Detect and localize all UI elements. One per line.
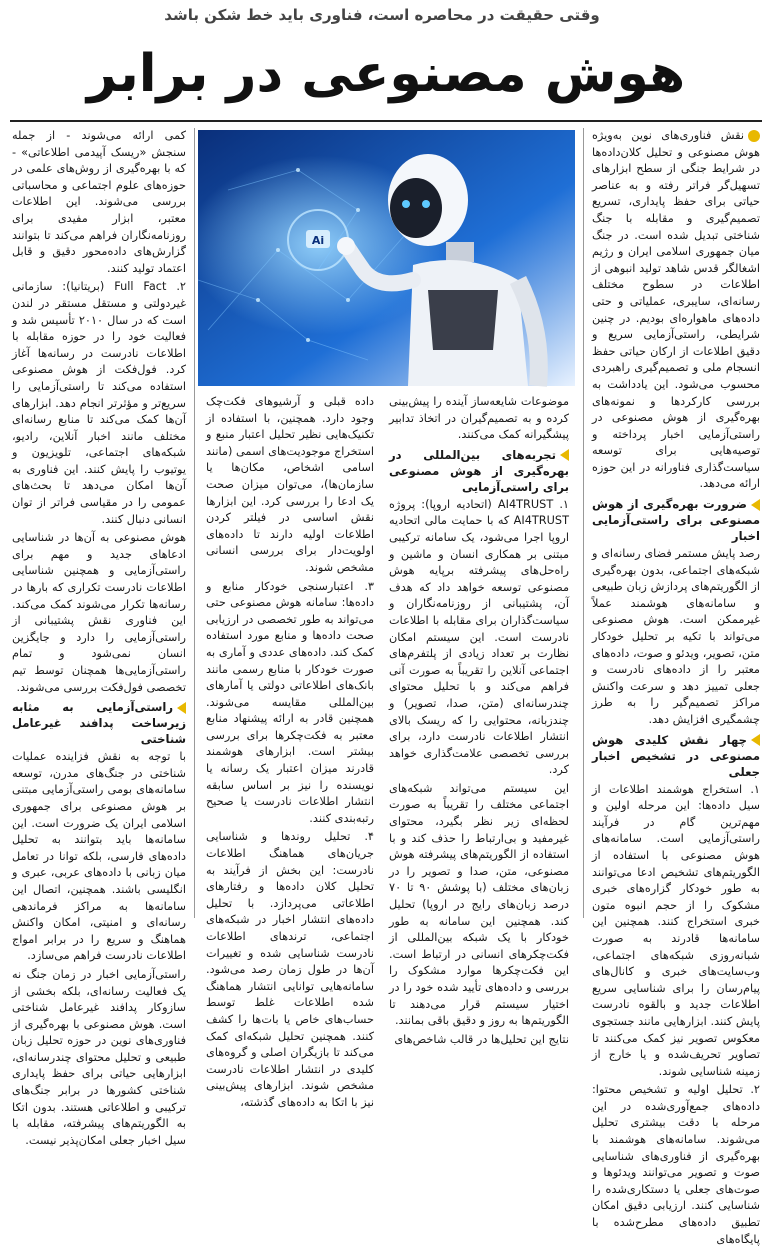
paragraph: با توجه به نقش فزاینده عملیات شناختی در جنگ‌های مدرن، توسعه سامانه‌های بومی راستی‌آزمایی مبتنی بر هوش مصنوعی برای جمهوری اسلامی ایران یک ضرورت است. این سامانه‌ها باید بتوانند به تحلیل داده‌های فارسی، بلکه توانا در تعامل میان زبانی با داده‌های عربی، عبری و انگلیسی باشند. همچنین، اتصال این سامانه‌ها به مراکز فرماندهی رسانه‌ای و امنیتی، امکان واکنش هماهنگ و سریع را در برابر امواج اطلاعات نادرست فراهم می‌سازد. — [12, 750, 186, 963]
paragraph: ۲. Full Fact (بریتانیا): سازمانی غیردولتی و مستقل مستقر در لندن است که در سال ۲۰۱۰ تأسیس شد و فعالیت خود را در حوزه مقابله با اطلاعات نادرست در رسانه‌ها آغاز کرد. فول‌فکت از هوش مصنوعی استفاده می‌کند تا راستی‌آزمایی را سریع‌تر و مؤثرتر انجام دهد. ابزارهای آن‌ها کمک می‌کند تا منابع رسانه‌ای مختلف مانند اخبار آنلاین، رادیو، شبکه‌های اجتماعی، تلویزیون و یوتیوب را پایش کنند. این فناوری به آن‌ها امکان می‌دهد تا بحث‌های عمومی را در مقیاسی فراتر از توان انسانی دنبال کنند. — [12, 280, 186, 526]
section-heading: تجربه‌های بین‌المللی در بهره‌گیری از هوش مصنوعی برای راستی‌آزمایی — [389, 447, 569, 494]
paragraph: ۳. اعتبارسنجی خودکار منابع و داده‌ها: سامانه هوش مصنوعی حتی می‌تواند به طور تخصصی در ارزیابی صحت داده‌ها و منابع مورد استفاده کمک کند. داده‌های عددی و آماری به صورت خودکار با منابع رسمی مانند بانک‌های اطلاعاتی دولتی یا آمارهای بین‌المللی مقایسه می‌شوند. همچنین قادر به ارائه پیشنهاد منابع معتبر به فکت‌چکرها برای بررسی بیشتر است. ابزارهای هوشمند قادرند میزان اعتبار یک رسانه یا نویسنده را نیز بر اساس سابقه انتشار اطلاعات نادرست یا صحیح رتبه‌بندی کنند. — [206, 579, 374, 825]
paragraph: این سیستم می‌تواند شبکه‌های اجتماعی مختلف را تقریباً به صورت لحظه‌ای زیر نظر بگیرد، محتوای غیرمفید و بی‌ارتباط را حذف کند و با استفاده از الگوریتم‌های پیشرفته هوش مصنوعی، متن، صدا و تصویر را در زبان‌های مختلف (با پوشش ۹۰ تا ۷۰ درصد زبان‌های رایج در اروپا) تحلیل کند. همچنین این سامانه به طور خودکار با یک شبکه بین‌المللی از فکت‌چکرهای انسانی در ارتباط است. این فکت‌چکرها موارد مشکوک را بررسی و داده‌های تأیید شده خود را در اختیار سیستم قرار می‌دهند تا الگوریتم‌ها به روز و دقیق باقی بمانند. — [389, 781, 569, 1028]
article-kicker: وقتی حقیقت در محاصره است، فناوری باید خط شکن باشد — [164, 6, 600, 24]
paragraph: ۴. تحلیل روندها و شناسایی جریان‌های هماهنگ اطلاعات نادرست: این بخش از فرآیند به تحلیل کلان داده‌ها و رفتارهای اطلاعاتی می‌پردازد. با تحلیل داده‌های انتشار اخبار در شبکه‌های اجتماعی، ترندهای اطلاعات نادرست شناسایی شده و تغییرات آن‌ها در طول زمان رصد می‌شود. سامانه‌هایی توانایی انتشار هماهنگ شده اطلاعات غلط توسط حساب‌های خاص یا بات‌ها را کشف کنند. همچنین تحلیل شبکه‌ای کمک می‌کند تا بازیگران اصلی و گروه‌های کلیدی در انتشار اطلاعات نادرست مشخص شوند. ابزارهای پیش‌بینی نیز با اتکا به داده‌های گذشته، — [206, 830, 374, 1109]
column-3 — [389, 394, 569, 1046]
title-rule — [10, 120, 762, 122]
newspaper-logo-icon — [748, 130, 760, 142]
column-1 — [592, 128, 760, 1246]
column-divider — [194, 128, 195, 918]
column-divider — [583, 128, 584, 918]
paragraph: موضوعات شایعه‌ساز آینده را پیش‌بینی کرده و به تصمیم‌گیران در اتخاذ تدابیر پیشگیرانه کمک می‌کنند. — [389, 395, 569, 442]
robot-illustration — [198, 130, 575, 386]
paragraph: ۲. تحلیل اولیه و تشخیص محتوا: داده‌های جمع‌آوری‌شده در این مرحله با دقت بیشتری تحلیل می‌شوند. سامانه‌های هوشمند با بهره‌گیری از فناوری‌های شناسایی صوت و تصویر می‌توانند ویدئوها و صوت‌های جعلی یا دستکاری‌شده را شناسایی کنند. ارزیابی دقیق امکان تطبیق داده‌های مطرح‌شده با پایگاه‌های — [592, 1083, 760, 1246]
paragraph: راستی‌آزمایی اخبار در زمان جنگ نه یک فعالیت رسانه‌ای، بلکه بخشی از سازوکار پدافند غیرعامل شناختی است. هوش مصنوعی با بهره‌گیری از فناوری‌های نوین در حوزه تحلیل زبان طبیعی و تحلیل محتوای چندرسانه‌ای، ابزارهایی حیاتی برای حفظ پایداری شناختی کشورها در برابر جنگ‌های ترکیبی و اطلاعاتی هستند. بدون اتکا به الگوریتم‌های پیشرفته، مقابله با سیل اخبار جعلی امکان‌پذیر نیست. — [12, 967, 186, 1147]
intro-paragraph: نقش فناوری‌های نوین به‌ویژه هوش مصنوعی و تحلیل کلان‌داده‌ها در شرایط جنگی از سطح ابزارهای تسهیل‌گر فراتر رفته و به عناصر حیاتی برای حفظ پایداری، تسریع تصمیم‌گیری و مقابله با جنگ شناختی تبدیل شده است. در جنگ میان جمهوری اسلامی ایران و رژیم اشغالگر قدس شاهد تولید انبوهی از اطلاعات در سطوح مختلف رسانه‌ای، سایبری، عملیاتی و حتی داده‌های ماهواره‌ای بودیم. در چنین شرایطی، راستی‌آزمایی سریع و دقیق اطلاعات از ارکان حیاتی حفظ انسجام ملی و تصمیم‌گیری راهبردی محسوب می‌شود. این یادداشت به بررسی کارکردها و نمونه‌های بهره‌گیری از هوش مصنوعی در راستی‌آزمایی اخبار پرداخته و توصیه‌هایی برای توسعه سیاست‌گذاری فناورانه در این حوزه ارائه می‌دهد. — [592, 129, 760, 491]
paragraph: کمی ارائه می‌شوند - از جمله سنجش «ریسک آپیدمی اطلاعاتی» - که با بهره‌گیری از روش‌های علمی در حوزه‌های علوم اجتماعی و محاسباتی بررسی می‌شوند. این اطلاعات معتبر، ابزار مفیدی برای روزنامه‌نگاران فراهم می‌کند تا بتوانند گزارش‌های داده‌محور دقیق و قابل اعتماد تولید کنند. — [12, 129, 186, 275]
paragraph: ۱. استخراج هوشمند اطلاعات از سیل داده‌ها: این مرحله اولین و مهم‌ترین گام در فرآیند راستی‌آزمایی است. سامانه‌های هوش مصنوعی با استفاده از الگوریتم‌های تشخیص ادعا می‌توانند به طور خودکار گزاره‌های خبری مشکوک را از حجم انبوه متون خبری استخراج کنند. همچنین این سامانه‌ها قادرند به صورت شبانه‌روزی شبکه‌های اجتماعی، وب‌سایت‌های خبری و کانال‌های پیام‌رسان را برای شناسایی سریع اطلاعات جدید و بالقوه نادرست پایش کنند. ابزارهایی مانند جستجوی معکوس تصویر نیز کمک می‌کنند تا تصاویر تحریف‌شده و یا خارج از زمینه شناسایی شوند. — [592, 782, 760, 1078]
section-heading: راستی‌آزمایی به مثابه زیرساخت پدافند غیرعامل شناختی — [12, 700, 186, 747]
section-heading: ضرورت بهره‌گیری از هوش مصنوعی برای راستی‌آزمایی اخبار — [592, 497, 760, 544]
column-2 — [206, 394, 374, 1109]
article-photo-robot — [198, 130, 575, 386]
paragraph: داده قبلی و آرشیوهای فکت‌چک وجود دارد. همچنین، با استفاده از تکنیک‌هایی نظیر تحلیل اعتبار منبع و استخراج موجودیت‌های اسمی (مانند اسامی اشخاص، مکان‌ها یا سازمان‌ها)، می‌توان میزان صحت یک ادعا را بررسی کرد. این ابزارها نقش اساسی در فیلتر کردن اطلاعات اولیه دارند تا داده‌های اولویت‌دار برای بررسی انسانی مشخص شوند. — [206, 395, 374, 574]
column-4 — [12, 128, 186, 1147]
svg-text:Ai: Ai — [311, 234, 325, 247]
paragraph: نتایج این تحلیل‌ها در قالب شاخص‌های — [394, 1032, 569, 1046]
section-heading: چهار نقش کلیدی هوش مصنوعی در تشخیص اخبار جعلی — [592, 732, 760, 779]
paragraph: ۱. AI4TRUST (اتحادیه اروپا): پروژه AI4TRUST که با حمایت مالی اتحادیه اروپا اجرا می‌شود، یک سامانه ترکیبی مبتنی بر همکاری انسان و ماشین و راه‌حل‌های پیشرفته برپایه هوش مصنوعی توسعه خواهد داد که هدف آن، پشتیبانی از روزنامه‌نگاران و سیاست‌گذاران برای مقابله با اطلاعات نادرست است. این سیستم امکان نظارت بر تعداد زیادی از پلتفرم‌های اجتماعی آنلاین را تقریباً به صورت آنی فراهم می‌کند و با تحلیل محتوای چندرسانه‌ای (متن، صدا، تصویر) و چندزبانه، محتوایی را که ریسک بالای انتشار اطلاعات نادرست دارد، برای بررسی تخصصی علامت‌گذاری خواهد کرد. — [389, 497, 569, 777]
article-title: هوش مصنوعی در برابر — [86, 44, 686, 104]
paragraph: هوش مصنوعی به آن‌ها در شناسایی ادعاهای جدید و مهم برای راستی‌آزمایی و همچنین شناسایی اطلاعات نادرست تکراری که بارها در رسانه‌ها تکرار می‌شوند کمک می‌کند. این فناوری نقش پشتیبانی از راستی‌آزمایی را دارد و جایگزین انسان نمی‌شود و تمام راستی‌آزمایی‌ها همچنان توسط تیم تخصصی فول‌فکت بررسی می‌شوند. — [12, 531, 186, 694]
paragraph: رصد پایش مستمر فضای رسانه‌ای و شبکه‌های اجتماعی، بدون بهره‌گیری از الگوریتم‌های پردازش زبان طبیعی و سامانه‌های هوشمند عملاً غیرممکن است. هوش مصنوعی می‌تواند با تکیه بر تحلیل خودکار متن، تصویر، ویدئو و صوت، داده‌های معتبر را از داده‌های نادرست و جعلی تمییز دهد و سرعت واکنش مراکز تصمیم‌گیر را به طرز چشمگیری افزایش دهد. — [592, 547, 760, 726]
